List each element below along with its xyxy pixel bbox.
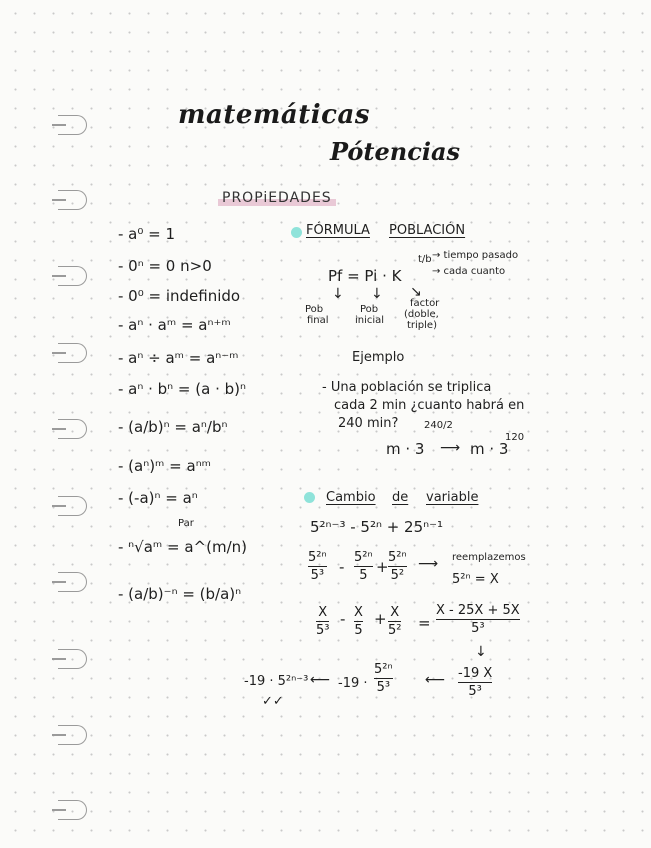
properties-heading: PROPiEDADES [218,190,336,206]
fraction-num: 5²ⁿ [354,550,373,565]
fraction-den: 5² [390,568,405,583]
fraction-num: X [354,605,363,620]
rule-item: - a⁰ = 1 [118,225,176,243]
example-result: m · 3 [470,440,509,458]
arrow-down-icon: ↓ [475,644,487,660]
label-k: triple) [407,320,437,331]
population-formula: Pf = Pi · K [328,267,402,285]
final-result: -19 · 5²ⁿ⁻³ [244,674,309,689]
arrow-down-icon: ↘ [410,284,422,300]
rule-item: - (a/b)ⁿ = aⁿ/bⁿ [118,418,228,436]
fraction [436,603,520,636]
example-text: cada 2 min ¿cuanto habrá en [334,398,525,413]
binder-hole [58,190,87,210]
note-t: → tiempo pasado [432,250,519,261]
label-pi: inicial [355,315,385,326]
binder-hole [58,496,87,516]
fraction [354,550,373,583]
rule-item: - (a/b)⁻ⁿ = (b/a)ⁿ [118,585,242,603]
check-marks: ✓✓ [262,694,284,709]
fraction-num: 5²ⁿ [374,662,393,677]
arrow-right-icon: ⟶ [440,440,461,456]
mid-expression: -19 · [338,676,368,691]
example-text: - Una población se triplica [322,380,492,395]
bullet-icon [304,492,315,503]
label-pf: final [307,315,329,326]
example-result-exp: 120 [505,432,525,443]
fraction-den: 5³ [316,623,330,638]
fraction-den: 5³ [376,680,391,695]
binder-hole [58,419,87,439]
operator: - [339,558,345,576]
fraction-num: X - 25X + 5X [436,603,520,618]
rule-note: Par [178,518,194,529]
label-pi: Pob [360,304,379,315]
example-label: Ejemplo [352,350,405,365]
fraction-den: 5² [388,623,402,638]
fraction [354,605,363,638]
operator: - [340,610,346,628]
label-k: factor [410,298,440,309]
rule-item: - 0⁰ = indefinido [118,287,241,305]
example-calc-exp: 240/2 [424,420,453,431]
variable-heading: de [392,490,409,505]
fraction [388,550,407,583]
page-title: matemáticas [178,100,370,130]
note-b: → cada cuanto [432,266,506,277]
fraction-den: 5³ [310,568,325,583]
operator: + [376,558,389,576]
fraction [374,662,393,695]
rule-item: - (-a)ⁿ = aⁿ [118,489,198,507]
example-text: 240 min? [338,416,399,431]
page-subtitle: Pótencias [330,137,461,166]
formula-heading: FÓRMULA [306,223,370,238]
arrow-down-icon: ↓ [332,286,344,302]
fraction [388,605,401,638]
binder-hole [58,725,87,745]
binder-hole [58,649,87,669]
fraction [458,666,492,699]
operator: + [374,610,387,628]
variable-heading: variable [426,490,479,505]
arrow-right-icon: ⟶ [418,556,439,572]
fraction [316,605,329,638]
fraction-num: -19 X [458,666,493,681]
rule-item: - 0ⁿ = 0 n>0 [118,257,212,275]
replace-equation: 5²ⁿ = X [452,572,499,587]
fraction-num: 5²ⁿ [308,550,327,565]
binder-hole [58,266,87,286]
arrow-left-icon: ⟵ [310,672,331,688]
example-calc: m · 3 [386,440,425,458]
fraction-num: X [318,605,328,620]
variable-expression: 5²ⁿ⁻³ - 5²ⁿ + 25ⁿ⁻¹ [310,518,444,536]
fraction-den: 5³ [468,684,482,699]
label-pf: Pob [305,304,324,315]
binder-hole [58,115,87,135]
bullet-icon [291,227,302,238]
binder-hole [58,572,87,592]
replace-note: reemplazemos [452,552,526,563]
formula-exponent: t/b [418,254,432,265]
rule-item: - ⁿ√aᵐ = a^(m/n) [118,538,247,556]
label-k: (doble, [404,309,439,320]
fraction-den: 5 [359,568,368,583]
variable-heading: Cambio [326,490,376,505]
fraction-den: 5³ [471,621,485,636]
binder-hole [58,800,87,820]
rule-item: - aⁿ · aᵐ = aⁿ⁺ᵐ [118,316,231,334]
rule-item: - aⁿ · bⁿ = (a · b)ⁿ [118,380,246,398]
arrow-left-icon: ⟵ [425,672,446,688]
binder-hole [58,343,87,363]
fraction-num: X [390,605,400,620]
fraction [308,550,327,583]
population-heading: POBLACIÓN [389,223,466,238]
rule-item: - (aⁿ)ᵐ = aⁿᵐ [118,457,212,475]
arrow-down-icon: ↓ [371,286,383,302]
rule-item: - aⁿ ÷ aᵐ = aⁿ⁻ᵐ [118,349,239,367]
fraction-num: 5²ⁿ [388,550,407,565]
fraction-den: 5 [354,623,363,638]
operator: = [418,614,431,632]
